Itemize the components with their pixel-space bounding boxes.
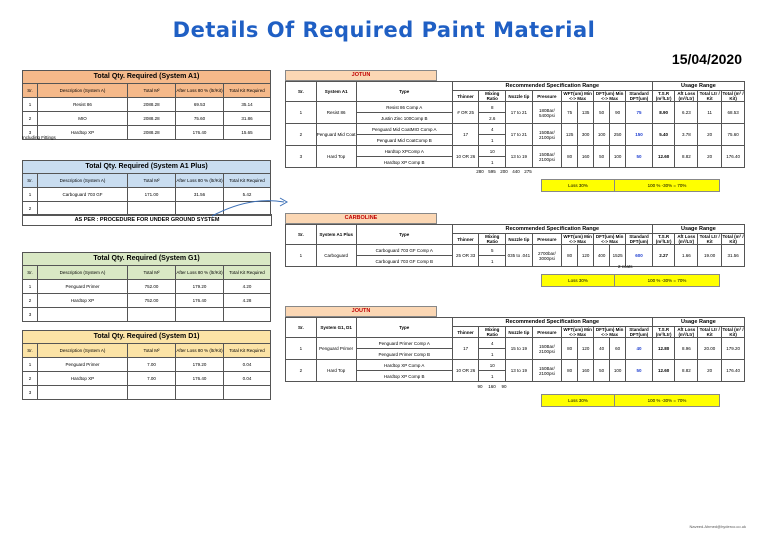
column-header: Total Ltr / Kit [699,91,720,102]
table-cell: 176.40 [722,146,745,168]
table-cell: 13 to 19 [506,360,533,382]
table-cell: 3 [286,146,317,168]
table-cell: 171.00 [128,188,176,202]
table-cell: 150Bar/ 2100psi [532,146,561,168]
table-cell [176,308,224,322]
table-cell: 2 [286,360,317,382]
table-cell: 17 [452,338,479,360]
table-cell: MIO [38,112,128,126]
table-cell: 2 [286,124,317,146]
table-cell: 100 [610,146,626,168]
table-cell: 100 [610,360,626,382]
table-cell: 11 [698,102,722,124]
table-cell: 035 to .041 [506,245,533,267]
table-cell: 20.00 [698,338,722,360]
column-header: System G1, D1 [316,318,356,338]
table-cell: 80 [562,338,578,360]
column-header: Total M² [128,84,176,98]
page-title: Details Of Required Paint Material [172,18,596,42]
table-cell: 60 [610,338,626,360]
table-cell: 12.80 [652,338,675,360]
table-cell: 150Bar/ 2100psi [532,338,561,360]
table-cell: 50 [626,146,653,168]
table-cell: Resist 86 [38,98,128,112]
table-cell: 35.14 [224,98,271,112]
table-cell: 68.53 [722,102,745,124]
table-cell: Resist 86 Comp A [356,102,452,113]
table-cell: 1 [23,98,38,112]
table-row [23,308,271,322]
table-cell: Hardtop XP Comp B [356,157,452,168]
table-cell: Penguard Primer [38,358,128,372]
loss-percent-box: 100 % -30% = 70% [614,394,720,407]
table-note: Including Fittings [22,135,56,140]
table-cell [176,386,224,400]
table-cell: 8.82 [675,360,698,382]
spec-range-header: Recommended Specification Range [452,318,652,327]
table-cell: 15 to 19 [506,338,533,360]
column-header: Mixing Ratio [479,91,506,102]
coats-note: 2 coats [618,264,633,269]
table-cell: 15.65 [224,126,271,140]
column-header: Total (m² / Kit) [722,234,744,245]
table-cell: 176.40 [176,372,224,386]
column-header: Total Ltr / Kit [699,327,720,338]
table-cell [224,386,271,400]
column-header: Sr. [286,225,317,245]
table-cell: 40 [626,338,653,360]
summary-table-title: Total Qty. Required (System A1) [23,71,271,84]
spec-table [285,81,745,168]
table-cell [224,308,271,322]
table-cell: 20 [698,146,722,168]
table-cell: 125 [562,124,578,146]
table-cell: Hardtop XP Comp A [356,360,452,371]
table-cell: 2088.28 [128,112,176,126]
table-cell: 31.86 [224,112,271,126]
column-header: Description (System A) [38,266,128,280]
column-header: Sr. [23,174,38,188]
document-date: 15/04/2020 [671,51,742,67]
brand-bar: JOTUN [285,70,437,81]
column-header: Aft Loss (m²/Ltr) [675,91,698,102]
table-cell: 1 [23,280,38,294]
table-row [286,146,745,157]
table-cell: 300 [578,124,594,146]
column-header: Thinner [452,91,479,102]
table-row [286,360,745,371]
table-cell: # OR 25 [452,102,479,124]
column-header: Description (System A) [38,174,128,188]
arrow-connector [210,196,290,220]
column-header: After Loss 80 % (ltr/Kit) [176,344,224,358]
table-cell: 8 [479,102,506,113]
summary-table-title: Total Qty. Required (System G1) [23,253,271,266]
table-cell: 31.56 [176,188,224,202]
table-cell: Penguard Primer [38,280,128,294]
table-cell: 75.60 [722,124,745,146]
total-value: 595 [488,169,496,174]
table-cell: Carboguard 703 GF Comp B [356,256,452,267]
table-cell: 150 [626,124,653,146]
table-cell: Penguard Mid CoatComp B [356,135,452,146]
table-cell: 5 [479,245,506,256]
table-note: AS PER : PROCEDURE FOR UNDER GROUND SYSTEM [22,214,272,226]
column-header: WFT(um) Min <-> Max [563,327,592,338]
arrow-path [212,201,284,216]
table-row [23,386,271,400]
table-cell: Hard Top [316,360,356,382]
column-header: T.S.R (m²/Ltr) [652,234,675,245]
table-row [23,126,271,140]
table-cell: 179.20 [176,280,224,294]
table-cell: 180Bar/ 5400psi [532,102,561,124]
column-header: Total (m² / Kit) [722,327,744,338]
spec-range-header: Recommended Specification Range [452,82,652,91]
table-cell: 4 [479,124,506,135]
table-cell [128,308,176,322]
table-cell: 20 [698,124,722,146]
table-row [23,280,271,294]
column-header: After Loss 80 % (ltr/Kit) [176,266,224,280]
column-header: Pressure [532,327,561,338]
table-cell: Penguard Mid CoatMIO Comp A [356,124,452,135]
table-cell: 400 [594,245,610,267]
column-header: Total Kit Required [224,174,271,188]
column-header: Type [356,318,452,338]
table-cell: 120 [578,338,594,360]
table-cell: 80 [562,360,578,382]
column-header: DFT(um) Min <-> Max [594,234,626,245]
column-header: Mixing Ratio [479,234,506,245]
table-cell: 1525 [610,245,626,267]
spec-range-header: Recommended Specification Range [452,225,652,234]
table-row [23,98,271,112]
summary-table [22,252,271,322]
table-cell: 1 [479,349,506,360]
table-cell: Penguard Primer [316,338,356,360]
table-cell: 176.40 [722,360,745,382]
table-cell: 12.60 [652,146,675,168]
summary-table [22,330,271,400]
table-cell [38,308,128,322]
table-cell: 1 [479,135,506,146]
table-cell: 17 [452,124,479,146]
summary-table [22,70,271,140]
loss-box: Loss 30% [541,394,615,407]
totals-row [474,169,534,174]
brand-bar: JOUTN [285,306,437,317]
table-cell: 2.6 [479,113,506,124]
table-cell: 3 [23,308,38,322]
table-cell: Hardtop XP Comp B [356,371,452,382]
table-cell: 600 [626,245,653,267]
column-header: Type [356,225,452,245]
column-header: After Loss 80 % (ltr/Kit) [176,84,224,98]
table-cell: 3.78 [675,124,698,146]
column-header: Total Kit Required [224,84,271,98]
column-header: Nozzle tip [506,234,533,245]
table-cell: 179.20 [176,358,224,372]
column-header: DFT(um) Min <-> Max [594,91,626,102]
table-cell: 50 [626,360,653,382]
column-header: System A1 [316,82,356,102]
column-header: Total Kit Required [224,344,271,358]
table-cell: 160 [578,360,594,382]
column-header: DFT(um) Min <-> Max [594,327,626,338]
table-cell: 6.23 [675,102,698,124]
table-cell: 8.96 [675,338,698,360]
table-row [286,245,745,256]
table-cell: 10 [479,146,506,157]
spec-table [285,317,745,382]
summary-table-title: Total Qty. Required (System D1) [23,331,271,344]
column-header: Standard DFT(um) [626,327,653,338]
table-cell: Penguard Primer Comp B [356,349,452,360]
table-row [286,338,745,349]
column-header: Thinner [452,327,479,338]
table-cell: 50 [594,146,610,168]
table-cell: 752.00 [128,294,176,308]
table-cell: 179.20 [722,338,745,360]
table-cell: 100 [594,124,610,146]
table-cell: Penguard Primer Comp A [356,338,452,349]
table-cell: 176.40 [176,126,224,140]
usage-range-header: Usage Range [652,318,744,327]
table-cell: Hardtop XP [38,294,128,308]
column-header: After Loss 80 % (ltr/Kit) [176,174,224,188]
table-cell: 2700bar/ 3000psi [532,245,561,267]
loss-box: Loss 30% [541,179,615,192]
column-header: System A1 Plus [316,225,356,245]
table-cell: 150Bar/ 2100psi [532,360,561,382]
table-row [23,358,271,372]
column-header: Aft Loss (m²/Ltr) [675,234,698,245]
column-header: WFT(um) Min <-> Max [563,91,592,102]
table-cell: 250 [610,124,626,146]
table-cell: 17 to 21 [506,124,533,146]
table-cell: 3 [23,386,38,400]
table-cell: 7.00 [128,372,176,386]
table-cell: 2 [23,294,38,308]
table-cell: 10 [479,360,506,371]
table-cell: 80 [562,146,578,168]
column-header: T.S.R (m²/Ltr) [652,91,675,102]
table-cell: 69.53 [176,98,224,112]
total-value: 280 [476,169,484,174]
table-cell: 2 [23,202,38,216]
table-cell: 75 [562,102,578,124]
table-cell: 17 to 21 [506,102,533,124]
table-row [23,372,271,386]
column-header: Sr. [23,84,38,98]
table-cell: 176.40 [176,294,224,308]
table-cell: 4.20 [224,280,271,294]
table-cell: Resist 86 [316,102,356,124]
table-cell: 4.28 [224,294,271,308]
column-header: Total Ltr / Kit [699,234,720,245]
table-cell: 1 [23,188,38,202]
brand-bar: CARBOLINE [285,213,437,224]
table-cell: 7.00 [128,358,176,372]
table-cell: 135 [578,102,594,124]
column-header: Sr. [286,82,317,102]
table-cell: Penguard Mid Coat [316,124,356,146]
table-cell [128,386,176,400]
table-cell: 3 [23,126,38,140]
table-cell: Hard Top [316,146,356,168]
table-cell: 2 [23,372,38,386]
summary-table-title: Total Qty. Required (System A1 Plus) [23,161,271,174]
table-cell: 50 [594,360,610,382]
column-header: Sr. [23,344,38,358]
table-cell: 75 [626,102,653,124]
table-cell: 31.56 [722,245,745,267]
table-cell: 1 [479,371,506,382]
table-cell: 75.60 [176,112,224,126]
column-header: Description (System A) [38,84,128,98]
total-value: 90 [477,384,483,389]
column-header: Total M² [128,174,176,188]
total-value: 275 [524,169,532,174]
column-header: Standard DFT(um) [626,91,653,102]
column-header: Total M² [128,266,176,280]
loss-box: Loss 30% [541,274,615,287]
column-header: Pressure [532,91,561,102]
table-cell: Carboguard 703 GF [38,188,128,202]
table-row [286,124,745,135]
table-cell: 10 OR 26 [452,146,479,168]
table-cell: 150Bar/ 2100psi [532,124,561,146]
table-cell: 120 [578,245,594,267]
column-header: Mixing Ratio [479,327,506,338]
column-header: Nozzle tip [506,91,533,102]
table-cell: 50 [594,102,610,124]
table-cell: Hardtop XPComp A [356,146,452,157]
table-cell: 5.42 [224,188,271,202]
table-cell: 4 [479,338,506,349]
usage-range-header: Usage Range [652,82,744,91]
column-header: Total Kit Required [224,266,271,280]
table-cell [38,386,128,400]
table-cell: 20 [698,360,722,382]
table-cell: 10 OR 26 [452,360,479,382]
footer-email: Naveed.Ahmed@hyderco.co.uk [689,524,746,529]
table-row [286,102,745,113]
column-header: WFT(um) Min <-> Max [563,234,592,245]
table-cell: 160 [578,146,594,168]
loss-percent-box: 100 % -30% = 70% [614,274,720,287]
column-header: T.S.R (m²/Ltr) [652,327,675,338]
table-cell: 40 [594,338,610,360]
table-cell: 752.00 [128,280,176,294]
table-cell: 13 to 19 [506,146,533,168]
column-header: Pressure [532,234,561,245]
table-cell: 0.04 [224,372,271,386]
total-value: 90 [501,384,507,389]
column-header: Sr. [23,266,38,280]
spec-table [285,224,745,267]
table-cell: 1 [23,358,38,372]
table-cell: 12.60 [652,360,675,382]
total-value: 440 [512,169,520,174]
table-cell: 2088.28 [128,98,176,112]
total-value: 160 [488,384,496,389]
column-header: Description (System A) [38,344,128,358]
table-cell: 0.04 [224,358,271,372]
table-cell: 25 OR 33 [452,245,479,267]
table-row [23,294,271,308]
usage-range-header: Usage Range [652,225,744,234]
table-cell: 2088.28 [128,126,176,140]
column-header: Type [356,82,452,102]
column-header: Sr. [286,318,317,338]
table-cell: 8.90 [652,102,675,124]
table-cell: 1 [479,256,506,267]
column-header: Total (m² / Kit) [722,91,744,102]
table-cell: Hardtop XP [38,372,128,386]
table-cell: 1.66 [675,245,698,267]
table-cell: 1 [286,102,317,124]
table-cell: 1 [286,245,317,267]
loss-percent-box: 100 % -30% = 70% [614,179,720,192]
table-cell: 90 [610,102,626,124]
table-cell: Carboguard 703 GF Comp A [356,245,452,256]
table-cell: 19.00 [698,245,722,267]
table-cell: Carboguard [316,245,356,267]
table-cell: Justin Zinc 100Comp B [356,113,452,124]
column-header: Standard DFT(um) [626,234,653,245]
total-value: 200 [500,169,508,174]
table-cell: 1 [479,157,506,168]
table-cell: 8.82 [675,146,698,168]
table-cell: 2.27 [652,245,675,267]
table-cell: 2 [23,112,38,126]
table-row [23,112,271,126]
column-header: Thinner [452,234,479,245]
totals-row [474,384,510,389]
column-header: Aft Loss (m²/Ltr) [675,327,698,338]
column-header: Total M² [128,344,176,358]
table-cell: 5.40 [652,124,675,146]
table-cell: 1 [286,338,317,360]
table-cell: 80 [562,245,578,267]
column-header: Nozzle tip [506,327,533,338]
table-cell: Hardtop XP [38,126,128,140]
